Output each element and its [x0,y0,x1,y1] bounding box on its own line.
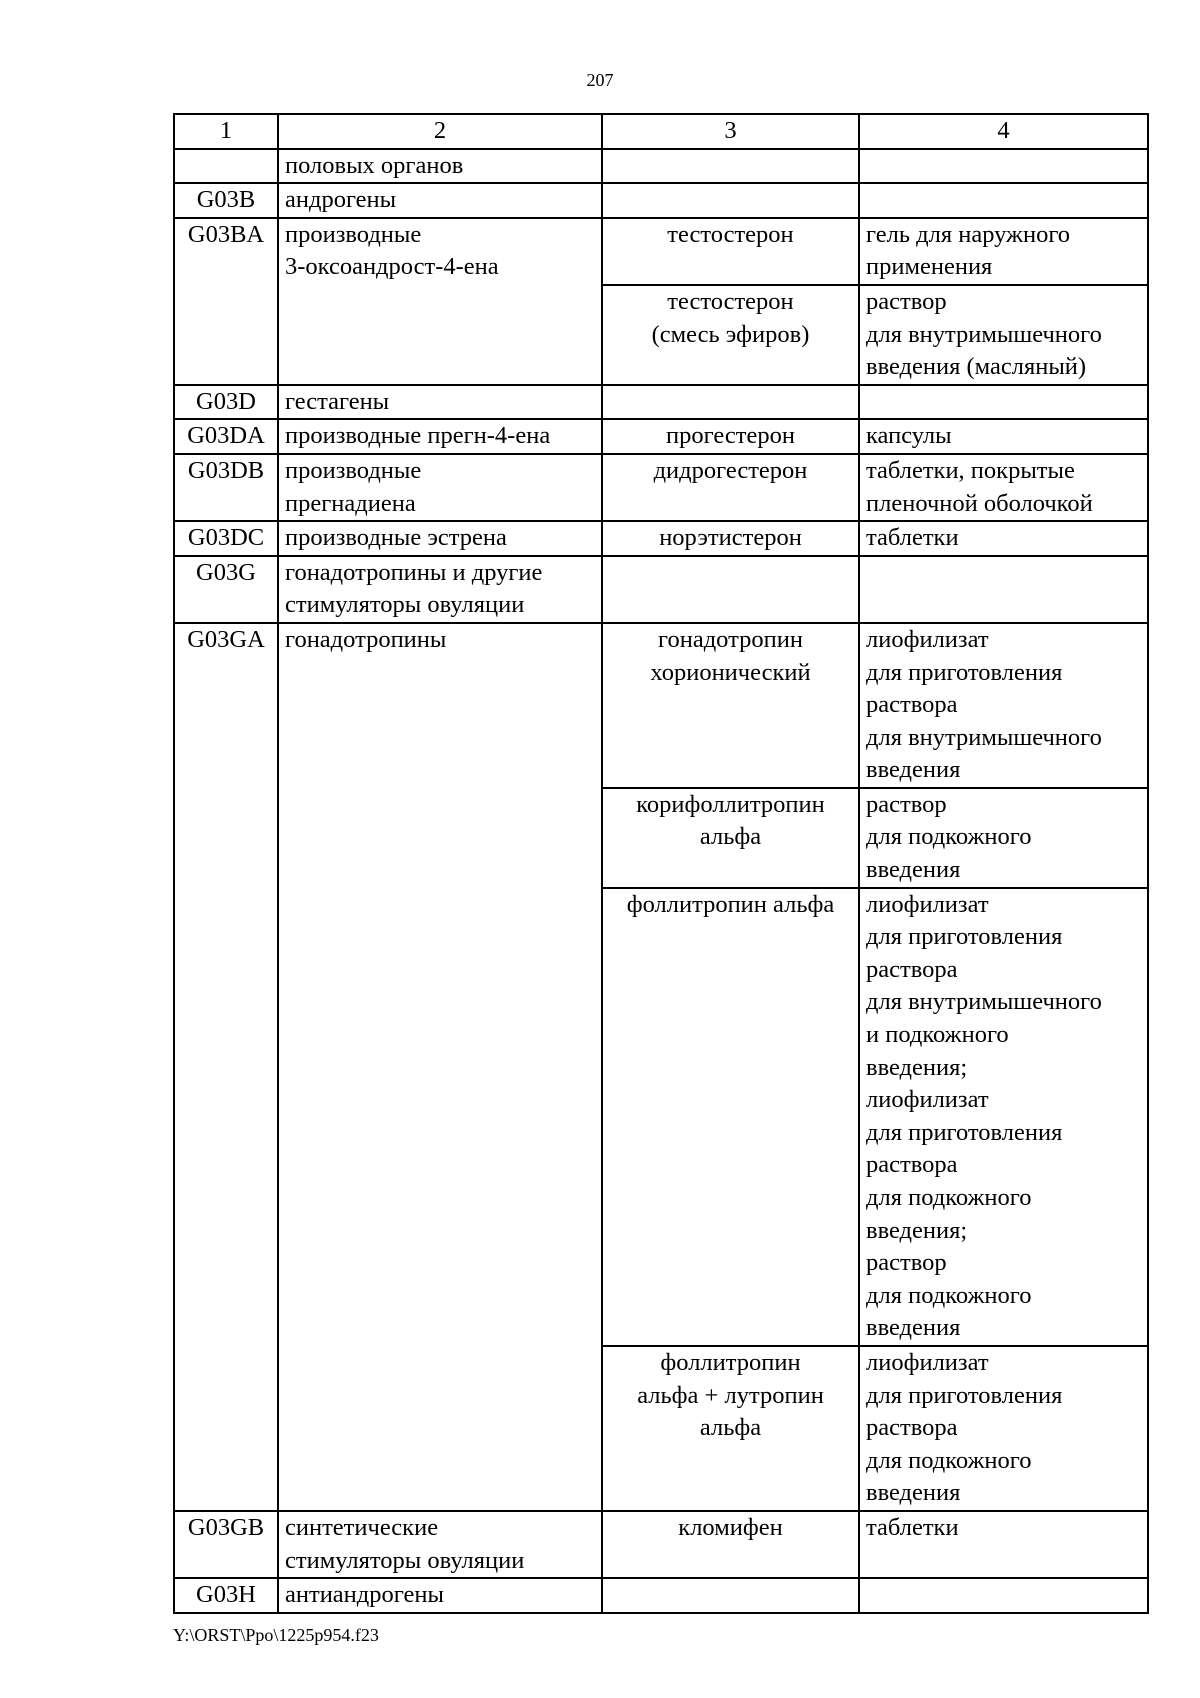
atc-code-cell: G03H [174,1578,278,1613]
group-name-cell: гонадотропины [278,623,602,1511]
atc-code-cell: G03D [174,385,278,420]
dosage-form-cell: лиофилизат для приготовления раствора для подкожного введения [859,1346,1148,1511]
drug-name-cell [602,385,859,420]
drug-name-cell [602,1578,859,1613]
atc-code-cell: G03DA [174,419,278,454]
dosage-form-cell: таблетки, покрытые пленочной оболочкой [859,454,1148,521]
dosage-form-cell: лиофилизат для приготовления раствора для внутримышечного и подкожного введения; лиофилизат для приготовления раствора для подкожного введения; раствор для подкожного введения [859,888,1148,1346]
dosage-form-cell: таблетки [859,521,1148,556]
atc-code-cell: G03DB [174,454,278,521]
file-path-footer: Y:\ORST\Ppo\1225p954.f23 [173,1625,379,1645]
atc-code-cell: G03GA [174,623,278,1511]
dosage-form-cell [859,1578,1148,1613]
group-name-cell: производные 3-оксоандрост-4-ена [278,218,602,385]
group-name-cell: андрогены [278,183,602,218]
dosage-form-cell: раствор для внутримышечного введения (масляный) [859,285,1148,385]
group-name-cell: производные эстрена [278,521,602,556]
group-name-cell: производные прегн-4-ена [278,419,602,454]
dosage-form-cell: лиофилизат для приготовления раствора для внутримышечного введения [859,623,1148,788]
drug-name-cell [602,556,859,623]
header-col-2: 2 [278,114,602,149]
table-row [174,385,1148,420]
header-col-3: 3 [602,114,859,149]
group-name-cell: гестагены [278,385,602,420]
drug-name-cell: тестостерон (смесь эфиров) [602,285,859,385]
group-name-cell: половых органов [278,149,602,184]
group-name-cell: производные прегнадиена [278,454,602,521]
atc-code-cell [174,149,278,184]
dosage-form-cell [859,556,1148,623]
atc-code-cell: G03G [174,556,278,623]
page-number: 207 [586,70,614,90]
dosage-form-cell: таблетки [859,1511,1148,1578]
drug-name-cell: тестостерон [602,218,859,285]
dosage-form-cell: капсулы [859,419,1148,454]
group-name-cell: синтетические стимуляторы овуляции [278,1511,602,1578]
table-row [174,454,1148,521]
header-row [174,114,1148,149]
table-row [174,149,1148,184]
table-row [174,623,1148,788]
atc-code-cell: G03BA [174,218,278,385]
drug-name-cell [602,183,859,218]
drug-name-cell: фоллитропин альфа + лутропин альфа [602,1346,859,1511]
header-col-4: 4 [859,114,1148,149]
drug-name-cell: прогестерон [602,419,859,454]
drug-name-cell: корифоллитропин альфа [602,788,859,888]
drug-name-cell: дидрогестерон [602,454,859,521]
table-row [174,556,1148,623]
group-name-cell: антиандрогены [278,1578,602,1613]
table-row [174,1511,1148,1578]
header-col-1: 1 [174,114,278,149]
group-name-cell: гонадотропины и другие стимуляторы овуляции [278,556,602,623]
drug-name-cell: норэтистерон [602,521,859,556]
drug-name-cell [602,149,859,184]
table-row [174,521,1148,556]
atc-code-cell: G03B [174,183,278,218]
dosage-form-cell: раствор для подкожного введения [859,788,1148,888]
drug-table [173,113,1149,1614]
dosage-form-cell [859,385,1148,420]
table-row [174,218,1148,285]
table-row [174,419,1148,454]
drug-name-cell: фоллитропин альфа [602,888,859,1346]
dosage-form-cell [859,149,1148,184]
dosage-form-cell: гель для наружного применения [859,218,1148,285]
drug-name-cell: гонадотропин хорионический [602,623,859,788]
drug-name-cell: кломифен [602,1511,859,1578]
table-row [174,183,1148,218]
atc-code-cell: G03GB [174,1511,278,1578]
table-row [174,1578,1148,1613]
dosage-form-cell [859,183,1148,218]
atc-code-cell: G03DC [174,521,278,556]
